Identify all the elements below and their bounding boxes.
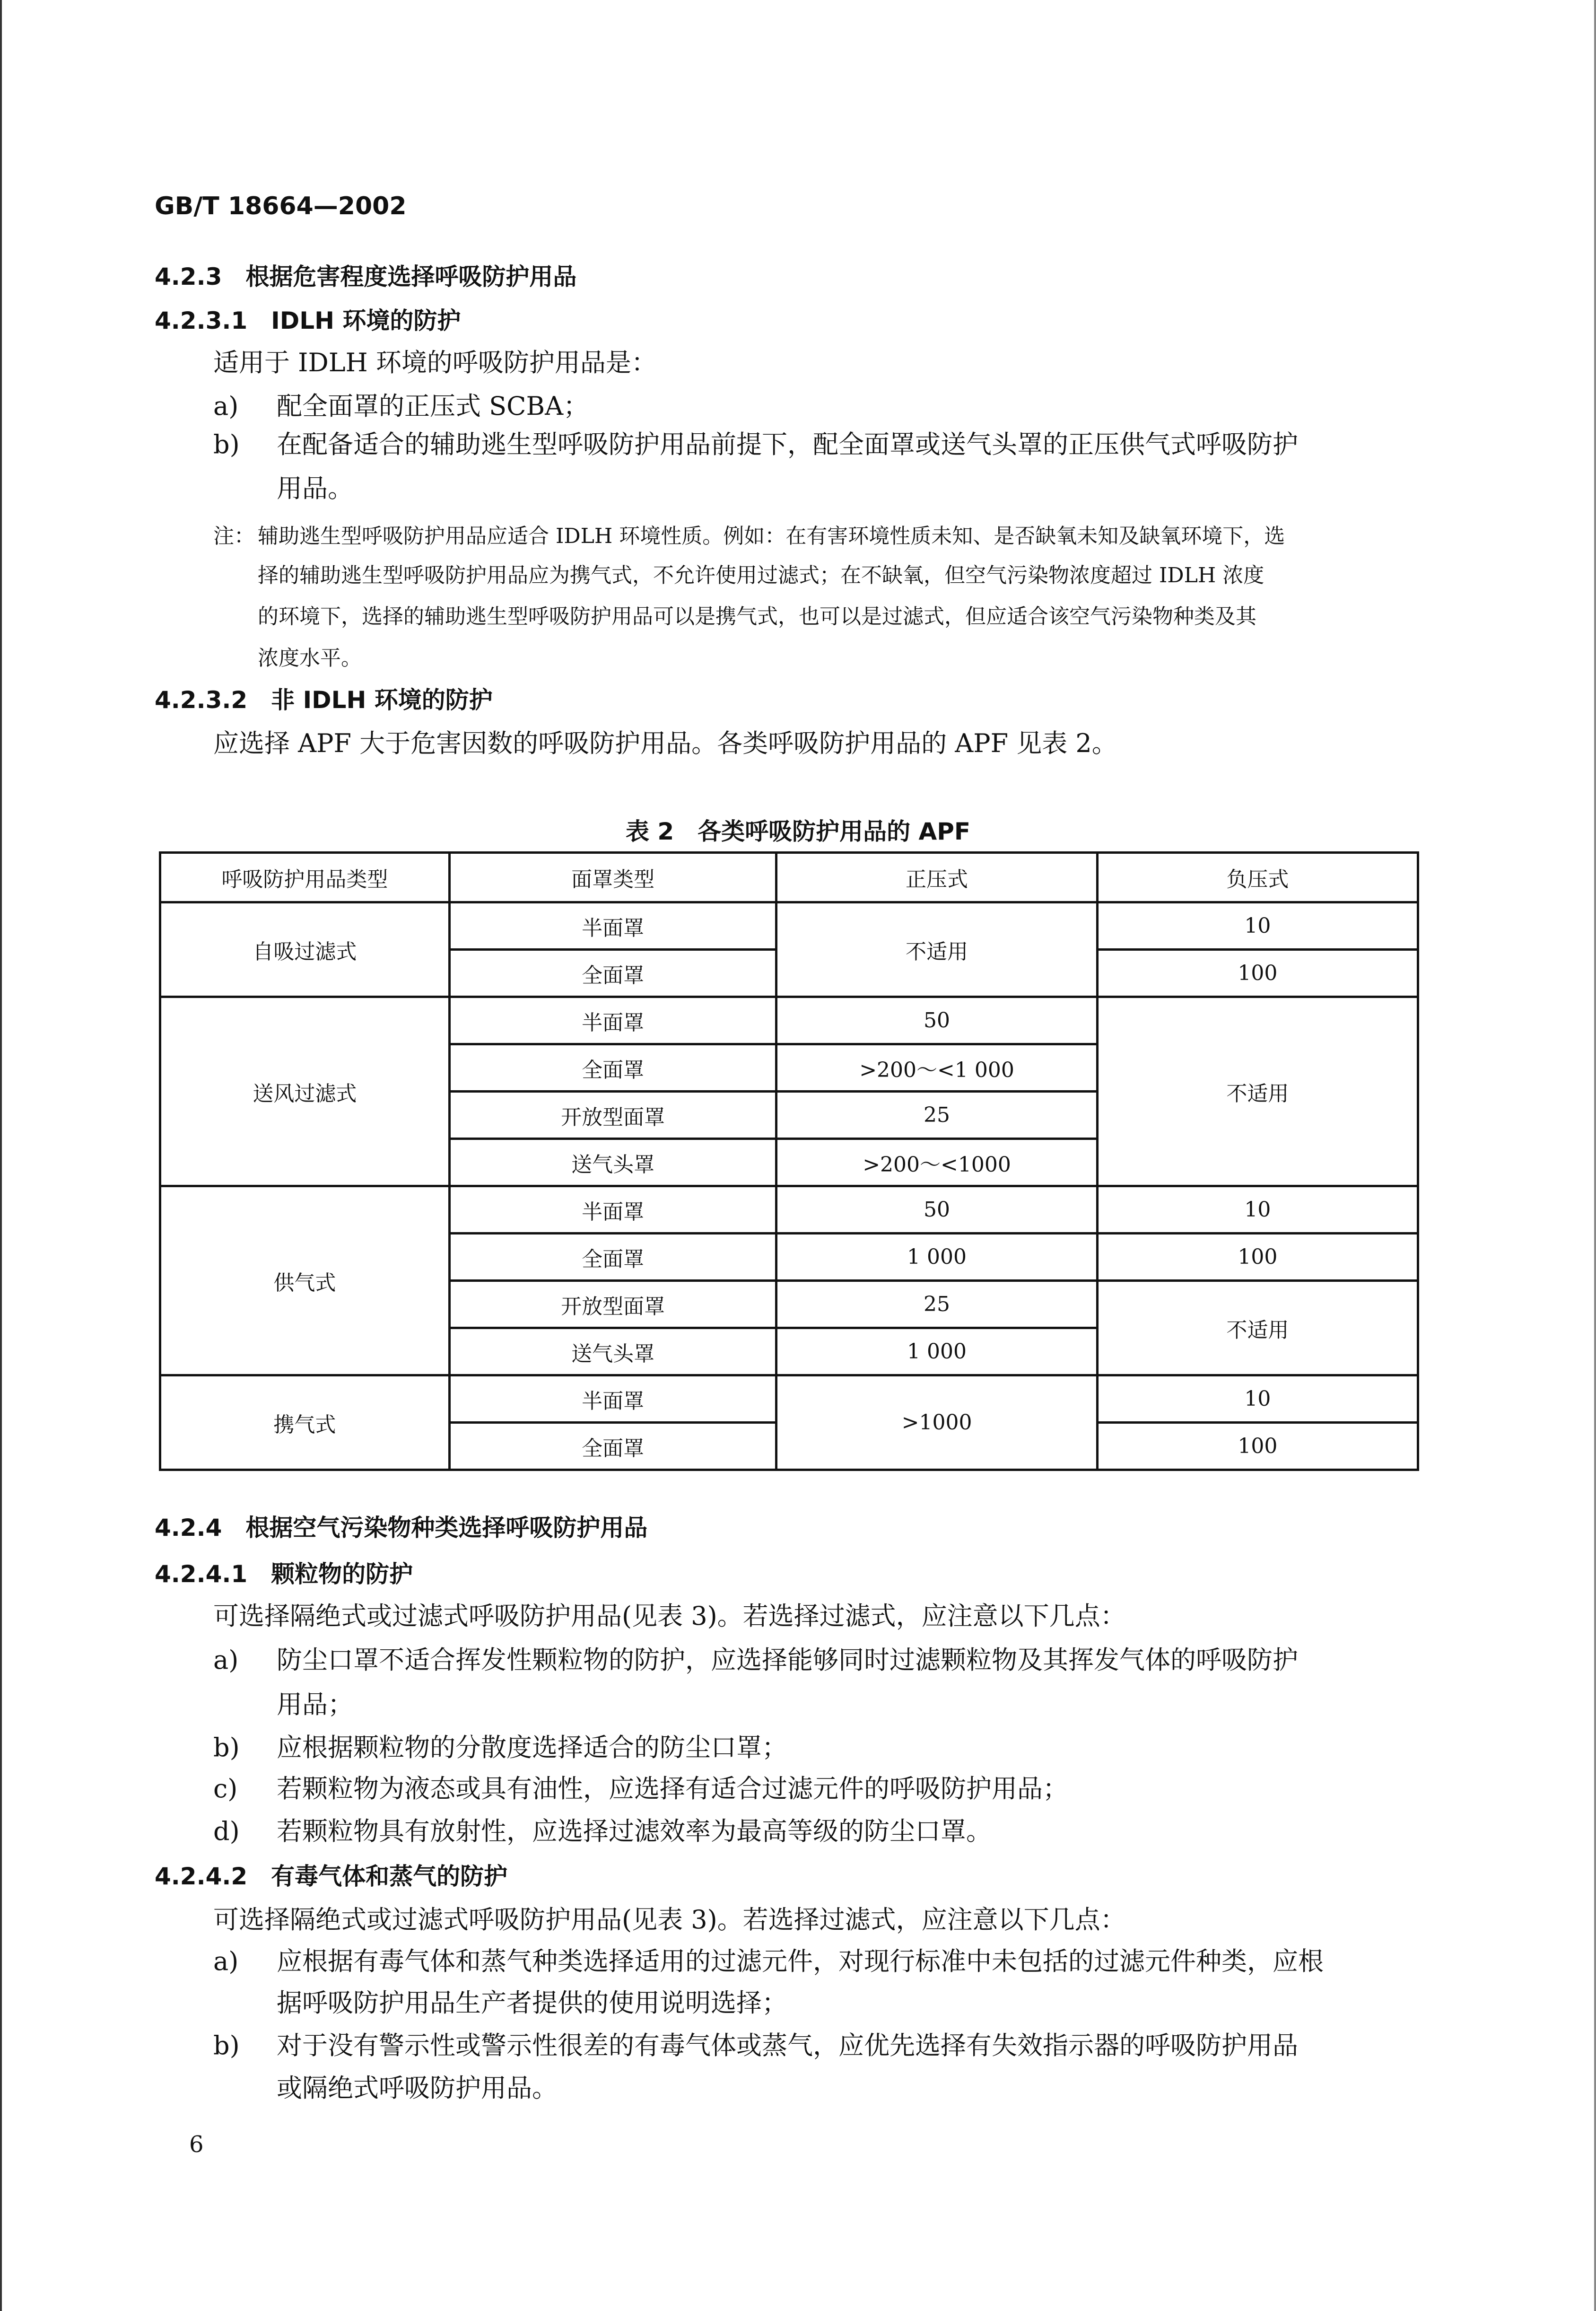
negative-cell: 不适用 [1097, 997, 1418, 1186]
type-cell: 自吸过滤式 [160, 902, 450, 997]
list-marker: c) [213, 1774, 238, 1803]
positive-cell: >200～<1 000 [776, 1044, 1097, 1092]
table-row [160, 1186, 1418, 1234]
positive-cell: >200～<1000 [776, 1139, 1097, 1186]
mask-cell: 半面罩 [449, 1186, 776, 1234]
paragraph: 应选择 APF 大于危害因数的呼吸防护用品。各类呼吸防护用品的 APF 见表 2。 [213, 728, 1117, 758]
section-number: 4.2.4 [155, 1514, 222, 1541]
mask-cell: 全面罩 [449, 950, 776, 997]
mask-cell: 开放型面罩 [449, 1092, 776, 1139]
mask-cell: 半面罩 [449, 1375, 776, 1423]
list-marker: a) [213, 1645, 239, 1675]
column-header: 负压式 [1097, 853, 1418, 902]
section-title: 根据危害程度选择呼吸防护用品 [245, 263, 577, 290]
list-item: 若颗粒物具有放射性，应选择过滤效率为最高等级的防尘口罩。 [277, 1816, 992, 1846]
negative-cell: 10 [1097, 1375, 1418, 1423]
list-marker: a) [213, 391, 239, 421]
list-marker: d) [213, 1816, 240, 1846]
list-marker: a) [213, 1946, 239, 1976]
section-title: 有毒气体和蒸气的防护 [271, 1863, 508, 1890]
negative-cell: 不适用 [1097, 1281, 1418, 1375]
paragraph: 可选择隔绝式或过滤式呼吸防护用品(见表 3)。若选择过滤式，应注意以下几点： [213, 1601, 1126, 1631]
list-marker: b) [213, 2031, 240, 2060]
document-header: GB/T 18664—2002 [155, 192, 407, 220]
section-4-2-4-1-heading [155, 1562, 413, 1586]
section-4-2-4-heading [155, 1516, 647, 1540]
mask-cell: 全面罩 [449, 1234, 776, 1281]
section-title: IDLH 环境的防护 [271, 307, 461, 334]
page-number: 6 [189, 2131, 204, 2158]
section-title: 非 IDLH 环境的防护 [271, 686, 493, 714]
list-item: 配全面罩的正压式 SCBA； [277, 391, 589, 421]
note-line: 择的辅助逃生型呼吸防护用品应为携气式，不允许使用过滤式；在不缺氧，但空气污染物浓度超过 IDLH 浓度 [258, 563, 1265, 587]
list-marker: b) [213, 1733, 240, 1762]
positive-cell: 1 000 [776, 1234, 1097, 1281]
section-title: 根据空气污染物种类选择呼吸防护用品 [245, 1514, 648, 1541]
section-title: 颗粒物的防护 [271, 1560, 413, 1588]
table-caption: 表 2 各类呼吸防护用品的 APF [625, 818, 971, 845]
scan-edge-left [0, 0, 2, 2311]
section-number: 4.2.4.2 [155, 1863, 248, 1890]
paragraph: 可选择隔绝式或过滤式呼吸防护用品(见表 3)。若选择过滤式，应注意以下几点： [213, 1905, 1126, 1935]
type-cell: 送风过滤式 [160, 997, 450, 1186]
list-item-continued: 用品； [277, 1689, 353, 1719]
list-item: 应根据颗粒物的分散度选择适合的防尘口罩； [277, 1733, 787, 1762]
note-line: 浓度水平。 [258, 646, 362, 670]
list-item: 防尘口罩不适合挥发性颗粒物的防护，应选择能够同时过滤颗粒物及其挥发气体的呼吸防护 [277, 1645, 1298, 1675]
list-item-continued: 或隔绝式呼吸防护用品。 [277, 2073, 558, 2103]
positive-cell: 1 000 [776, 1328, 1097, 1375]
section-number: 4.2.3 [155, 263, 222, 290]
section-4-2-3-heading [155, 265, 576, 289]
note-line: 辅助逃生型呼吸防护用品应适合 IDLH 环境性质。例如：在有害环境性质未知、是否缺氧未知及缺氧环境下，选 [258, 524, 1285, 548]
positive-cell: 25 [776, 1281, 1097, 1328]
table-row [160, 1375, 1418, 1423]
negative-cell: 100 [1097, 1423, 1418, 1470]
mask-cell: 全面罩 [449, 1423, 776, 1470]
mask-cell: 半面罩 [449, 997, 776, 1044]
list-item-continued: 据呼吸防护用品生产者提供的使用说明选择； [277, 1988, 787, 2018]
section-number: 4.2.4.1 [155, 1560, 248, 1588]
section-number: 4.2.3.2 [155, 686, 248, 714]
section-4-2-3-1-heading [155, 309, 461, 333]
note-label: 注： [213, 524, 255, 548]
section-4-2-4-2-heading [155, 1865, 507, 1888]
negative-cell: 100 [1097, 950, 1418, 997]
mask-cell: 送气头罩 [449, 1328, 776, 1375]
positive-cell: >1000 [776, 1375, 1097, 1470]
mask-cell: 开放型面罩 [449, 1281, 776, 1328]
mask-cell: 半面罩 [449, 902, 776, 950]
table-header-row [160, 853, 1418, 902]
positive-cell: 不适用 [776, 902, 1097, 997]
list-item: 在配备适合的辅助逃生型呼吸防护用品前提下，配全面罩或送气头罩的正压供气式呼吸防护 [277, 429, 1298, 459]
mask-cell: 全面罩 [449, 1044, 776, 1092]
negative-cell: 10 [1097, 902, 1418, 950]
table-row [160, 997, 1418, 1044]
list-item: 若颗粒物为液态或具有油性，应选择有适合过滤元件的呼吸防护用品； [277, 1774, 1068, 1803]
type-cell: 携气式 [160, 1375, 450, 1470]
scan-edge-right [1594, 0, 1596, 2311]
section-number: 4.2.3.1 [155, 307, 248, 334]
paragraph: 适用于 IDLH 环境的呼吸防护用品是： [213, 348, 657, 377]
type-cell: 供气式 [160, 1186, 450, 1375]
column-header: 面罩类型 [449, 853, 776, 902]
mask-cell: 送气头罩 [449, 1139, 776, 1186]
list-marker: b) [213, 429, 240, 459]
apf-table [159, 851, 1419, 1471]
note-line: 的环境下，选择的辅助逃生型呼吸防护用品可以是携气式，也可以是过滤式，但应适合该空气污染物种类及其 [258, 604, 1256, 629]
column-header: 正压式 [776, 853, 1097, 902]
column-header: 呼吸防护用品类型 [160, 853, 450, 902]
section-4-2-3-2-heading [155, 688, 493, 712]
list-item: 应根据有毒气体和蒸气种类选择适用的过滤元件，对现行标准中未包括的过滤元件种类，应根 [277, 1946, 1324, 1976]
list-item: 对于没有警示性或警示性很差的有毒气体或蒸气，应优先选择有失效指示器的呼吸防护用品 [277, 2031, 1298, 2060]
positive-cell: 50 [776, 1186, 1097, 1234]
negative-cell: 10 [1097, 1186, 1418, 1234]
positive-cell: 50 [776, 997, 1097, 1044]
negative-cell: 100 [1097, 1234, 1418, 1281]
list-item-continued: 用品。 [277, 473, 353, 503]
table-row [160, 902, 1418, 950]
positive-cell: 25 [776, 1092, 1097, 1139]
